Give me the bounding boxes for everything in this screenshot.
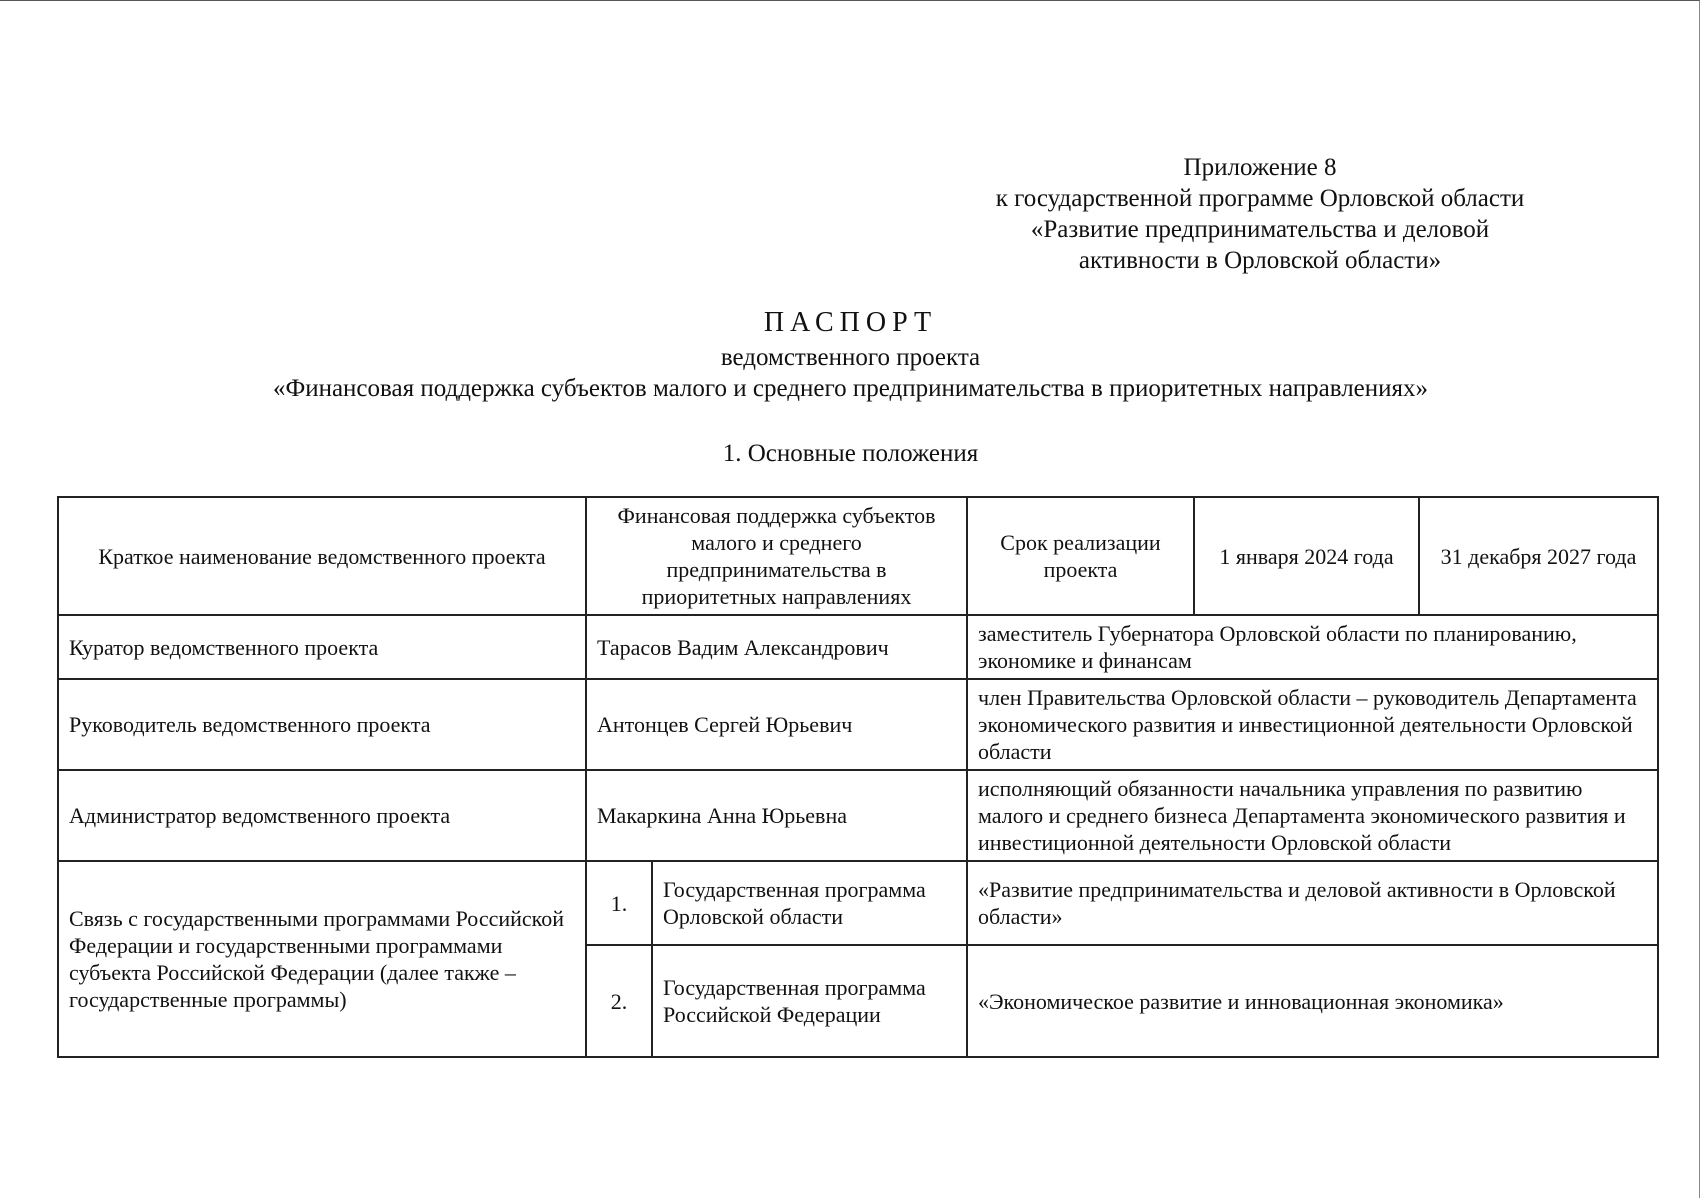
program-2-type: Государственная программа Российской Федерации bbox=[652, 945, 967, 1057]
table-row bbox=[58, 861, 1658, 945]
curator-person: Тарасов Вадим Александрович bbox=[586, 615, 967, 679]
appendix-line-3: «Развитие предпринимательства и деловой bbox=[1030, 216, 1490, 243]
term-end: 31 декабря 2027 года bbox=[1419, 497, 1658, 615]
term-start: 1 января 2024 года bbox=[1194, 497, 1419, 615]
table-row bbox=[58, 497, 1658, 615]
appendix-line-1: Приложение 8 bbox=[1183, 154, 1337, 181]
programs-link-label: Связь с государственными программами Российской Федерации и государственными программами субъекта Российской Федерации (далее также – государственные программы) bbox=[58, 861, 586, 1057]
program-1-name: «Развитие предпринимательства и деловой активности в Орловской области» bbox=[967, 861, 1658, 945]
table-row bbox=[58, 770, 1658, 861]
main-provisions-table bbox=[57, 496, 1659, 1058]
passport-title: ПАСПОРТ bbox=[763, 307, 938, 338]
program-2-name: «Экономическое развитие и инновационная экономика» bbox=[967, 945, 1658, 1057]
appendix-line-4: активности в Орловской области» bbox=[1078, 247, 1442, 274]
program-1-num: 1. bbox=[586, 861, 652, 945]
program-1-type: Государственная программа Орловской области bbox=[652, 861, 967, 945]
passport-subtitle: ведомственного проекта bbox=[720, 344, 981, 371]
curator-label: Куратор ведомственного проекта bbox=[58, 615, 586, 679]
term-label: Срок реализации проекта bbox=[967, 497, 1194, 615]
table-row bbox=[58, 679, 1658, 770]
section-title: 1. Основные положения bbox=[722, 440, 979, 467]
program-2-num: 2. bbox=[586, 945, 652, 1057]
project-name: «Финансовая поддержка субъектов малого и среднего предпринимательства в приоритетных направлениях» bbox=[272, 375, 1429, 402]
head-position: член Правительства Орловской области – руководитель Департамента экономического развития и инвестиционной деятельности Орловской области bbox=[967, 679, 1658, 770]
head-person: Антонцев Сергей Юрьевич bbox=[586, 679, 967, 770]
admin-position: исполняющий обязанности начальника управления по развитию малого и среднего бизнеса Департамента экономического развития и инвестиционной деятельности Орловской области bbox=[967, 770, 1658, 861]
appendix-header bbox=[880, 152, 1640, 276]
short-name-value: Финансовая поддержка субъектов малого и среднего предпринимательства в приоритетных направлениях bbox=[586, 497, 967, 615]
table-row bbox=[58, 615, 1658, 679]
curator-position: заместитель Губернатора Орловской области по планированию, экономике и финансам bbox=[967, 615, 1658, 679]
short-name-label: Краткое наименование ведомственного проекта bbox=[58, 497, 586, 615]
appendix-line-2: к государственной программе Орловской области bbox=[995, 185, 1525, 212]
admin-label: Администратор ведомственного проекта bbox=[58, 770, 586, 861]
admin-person: Макаркина Анна Юрьевна bbox=[586, 770, 967, 861]
head-label: Руководитель ведомственного проекта bbox=[58, 679, 586, 770]
